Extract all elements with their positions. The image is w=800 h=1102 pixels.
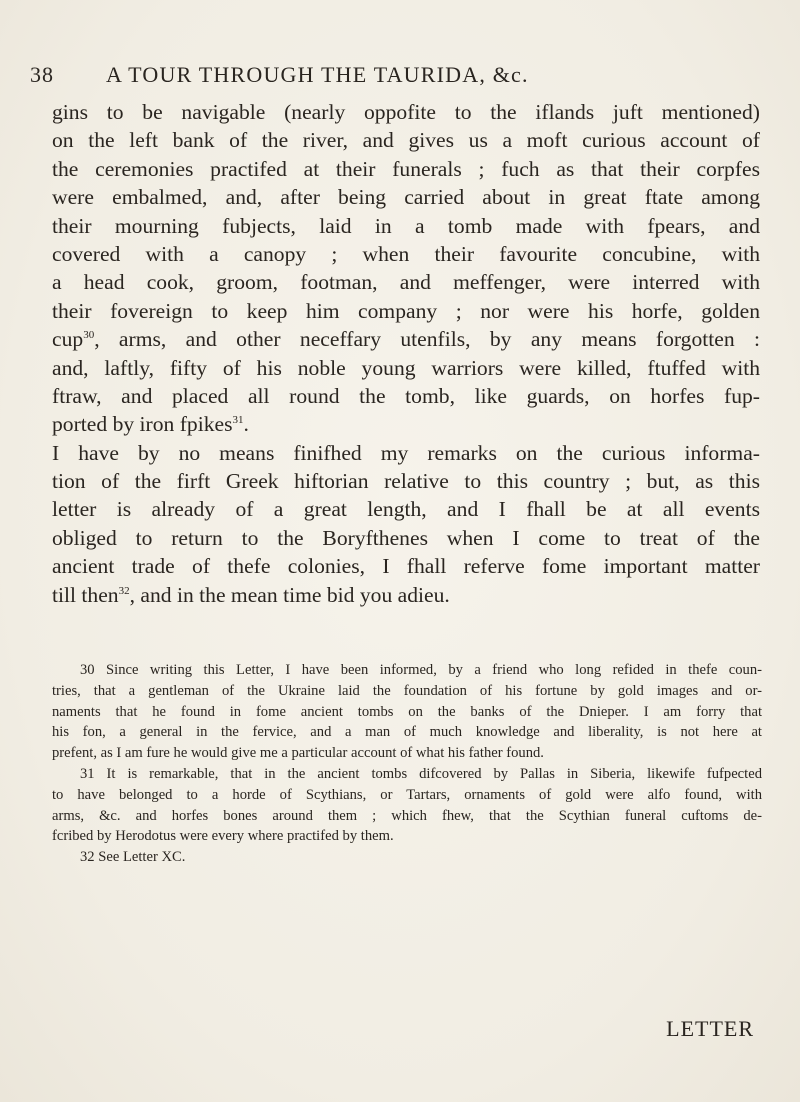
text-line: were embalmed, and, after being carried about in great ftate among (52, 185, 760, 210)
text-line: ftraw, and placed all round the tomb, like guards, on horfes fup- (52, 383, 760, 408)
text-line: their fovereign to keep him company ; nor were his horfe, golden (52, 298, 760, 323)
text-fragment: , and in the mean time bid you adieu. (129, 582, 450, 607)
footnote-ref-32[interactable]: 32 (118, 584, 130, 597)
text-line: and, laftly, fifty of his noble young warriors were killed, ftuffed with (52, 355, 760, 380)
catchword: LETTER (666, 1016, 754, 1041)
text-line: ancient trade of thefe colonies, I fhall referve fome important matter (52, 554, 760, 579)
text-line: on the left bank of the river, and gives us a moft curious account of (52, 128, 760, 153)
page-number: 38 (30, 62, 54, 87)
text-line: gins to be navigable (nearly oppofite to the iflands juft mentioned) (52, 100, 760, 124)
text-line: I have by no means finifhed my remarks on the curious informa- (52, 440, 760, 465)
text-line: tion of the firft Greek hiftorian relative to this country ; but, as this (52, 469, 760, 494)
text-fragment: cup (52, 327, 84, 352)
text-line: covered with a canopy ; when their favourite concubine, with (52, 241, 760, 266)
footnote-line: tries, that a gentleman of the Ukraine laid the foundation of his fortune by gold images and or- (52, 682, 762, 699)
text-line (52, 581, 760, 609)
footnote-31: 31 It is remarkable, that in the ancient tombs difcovered by Pallas in Siberia, likewife fufpected (80, 765, 762, 782)
footnote-line: to have belonged to a horde of Scythians, or Tartars, ornaments of gold were alfo found, with (52, 786, 762, 803)
footnote-line: arms, &c. and horfes bones around them ; which fhew, that the Scythian funeral cuftoms de- (52, 807, 762, 824)
text-line (52, 410, 760, 438)
footnote-30: 30 Since writing this Letter, I have been informed, by a friend who long refided in thefe coun- (80, 662, 762, 678)
footnote-ref-30[interactable]: 30 (83, 328, 95, 341)
footnotes (52, 660, 762, 868)
text-line: obliged to return to the Boryfthenes when I come to treat of the (52, 525, 760, 550)
text-line: their mourning fubjects, laid in a tomb made with fpears, and (52, 213, 760, 238)
footnote-ref-31[interactable]: 31 (232, 414, 244, 427)
text-fragment: . (243, 412, 249, 437)
main-text (52, 98, 760, 609)
text-line: a head cook, groom, footman, and meffenger, were interred with (52, 270, 760, 295)
text-line: letter is already of a great length, and I fhall be at all events (52, 497, 760, 522)
page-header (30, 62, 770, 92)
running-title: A TOUR THROUGH THE TAURIDA, &c. (106, 62, 529, 87)
footnote-line: his fon, a general in the fervice, and a man of much knowledge and liberality, is not here at (52, 724, 762, 741)
text-fragment: till then (52, 582, 119, 607)
text-fragment: ported by iron fpikes (52, 412, 233, 437)
footnote-32: 32 See Letter XC. (80, 849, 186, 866)
footnote-line: naments that he found in fome ancient tombs on the banks of the Dnieper. I am forry that (52, 703, 762, 720)
text-fragment: , arms, and other neceffary utenfils, by any means forgotten : (94, 327, 760, 352)
footnote-line: fcribed by Herodotus were every where practifed by them. (52, 828, 394, 845)
text-line: the ceremonies practifed at their funerals ; fuch as that their corpfes (52, 156, 760, 181)
footnote-line: prefent, as I am fure he would give me a particular account of what his father found. (52, 745, 544, 762)
text-line (52, 325, 760, 353)
